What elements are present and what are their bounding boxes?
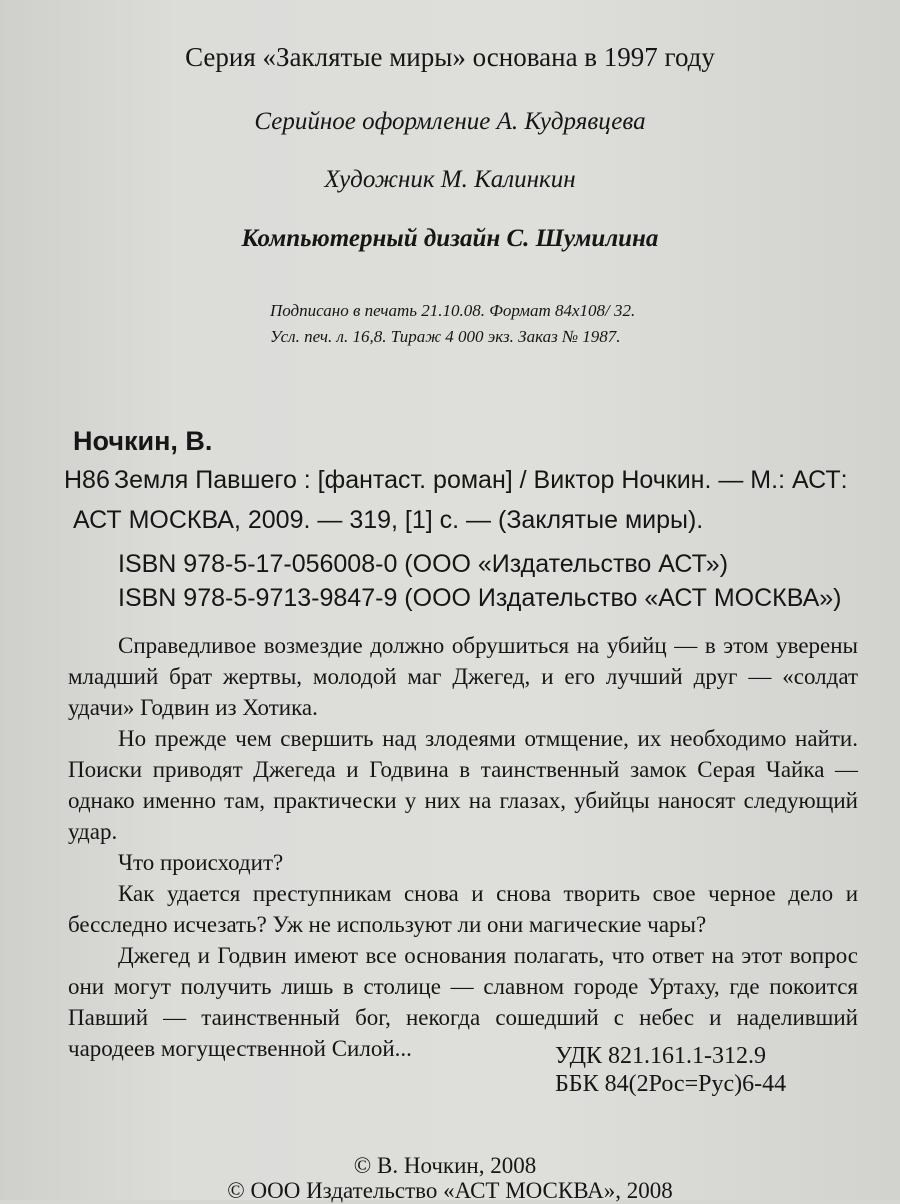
print-info-line-2: Усл. печ. л. 16,8. Тираж 4 000 экз. Заказ № 1987. [270,327,621,346]
computer-design-credit: Компьютерный дизайн С. Шумилина [241,225,659,252]
artist-credit: Художник М. Калинкин [324,166,576,193]
bibliographic-line-2: АСТ МОСКВА, 2009. — 319, [1] с. — (Заклятые миры). [73,506,704,534]
annotation-paragraph: Но прежде чем свершить над злодеями отмщение, их необходимо найти. Поиски приводят Джегеда и Годвина в таинственный замок Серая Чайка — однако именно там, практически у них на глазах, убийцы наносят следующий удар. [68,726,858,844]
annotation-paragraph: Что происходит? [118,850,284,875]
catalog-code: Н86 [64,466,110,494]
udk-code: УДК 821.161.1-312.9 [555,1043,766,1069]
annotation-paragraph: Джегед и Годвин имеют все основания полагать, что ответ на этот вопрос они могут получить лишь в столице — славном городе Уртаху, где покоится Павший — таинственный бог, некогда сошедший с небес и наделивший чародеев могущественной Силой... [68,943,858,1061]
copyright-publisher: © ООО Издательство «АСТ МОСКВА», 2008 [227,1178,673,1203]
annotation-paragraph: Справедливое возмездие должно обрушиться на убийц — в этом уверены младший брат жертвы, молодой маг Джегед, и его лучший друг — «солдат удачи» Годвин из Хотика. [68,633,858,720]
bbk-code: ББК 84(2Рос=Рус)6-44 [555,1071,787,1097]
catalog-author-heading: Ночкин, В. [73,426,213,456]
series-founded-line: Серия «Заклятые миры» основана в 1997 году [185,42,715,72]
print-info-line-1: Подписано в печать 21.10.08. Формат 84x108/ 32. [270,301,636,320]
annotation-paragraph: Как удается преступникам снова и снова творить свое черное дело и бесследно исчезать? Уж не используют ли они магические чары? [68,881,858,937]
bibliographic-line-1: Земля Павшего : [фантаст. роман] / Виктор Ночкин. — М.: АСТ: [114,466,848,494]
isbn-ast: ISBN 978-5-17-056008-0 (ООО «Издательство АСТ») [118,550,729,578]
isbn-ast-moskva: ISBN 978-5-9713-9847-9 (ООО Издательство «АСТ МОСКВА») [118,584,842,612]
copyright-author: © В. Ночкин, 2008 [353,1153,537,1178]
series-design-credit: Серийное оформление А. Кудрявцева [254,108,646,135]
annotation [68,630,858,1064]
